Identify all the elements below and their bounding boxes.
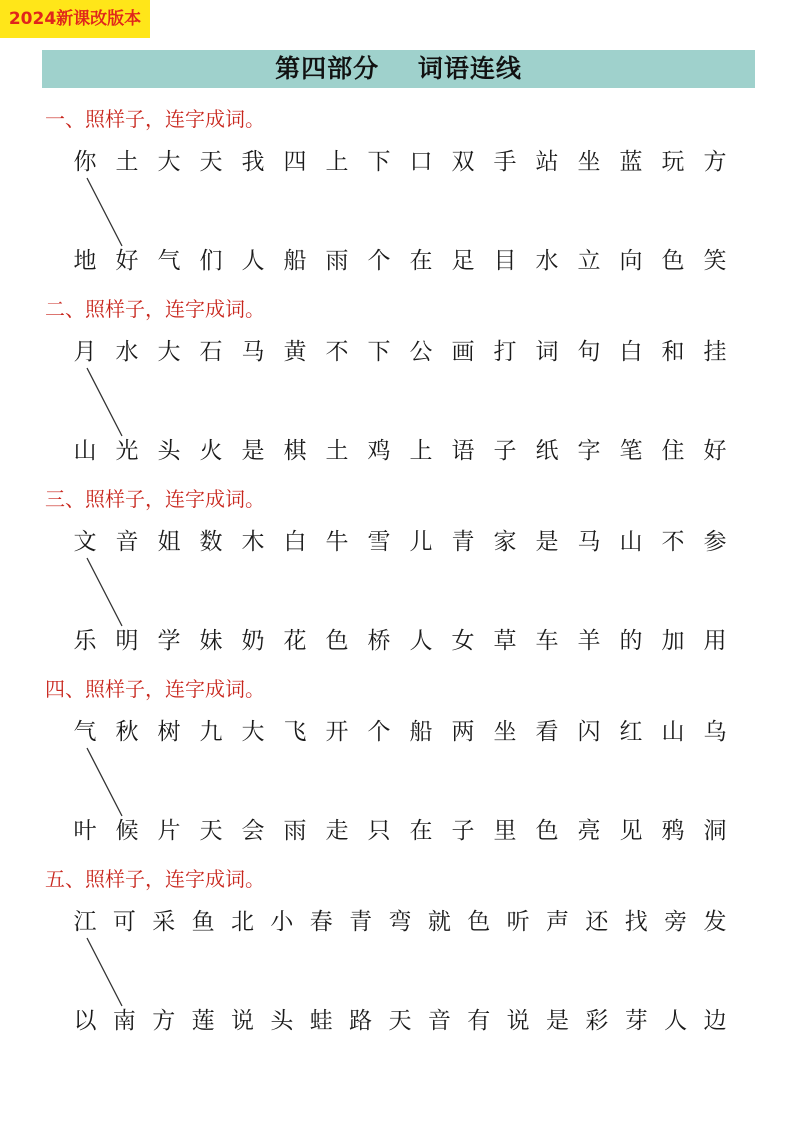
character[interactable]: 雨	[283, 818, 307, 844]
character[interactable]: 音	[427, 1008, 451, 1034]
character[interactable]: 九	[199, 719, 223, 745]
character[interactable]: 乌	[703, 719, 727, 745]
character[interactable]: 看	[535, 719, 559, 745]
character[interactable]: 画	[451, 339, 475, 365]
character-row-bottom	[70, 1006, 730, 1036]
character[interactable]: 头	[157, 438, 181, 464]
character-row-bottom	[70, 626, 730, 656]
character[interactable]: 人	[664, 1008, 688, 1034]
character[interactable]: 莲	[191, 1008, 215, 1034]
character[interactable]: 洞	[703, 818, 727, 844]
character[interactable]: 天	[199, 149, 223, 175]
character[interactable]: 色	[535, 818, 559, 844]
character[interactable]: 下	[367, 339, 391, 365]
character[interactable]: 双	[451, 149, 475, 175]
character[interactable]: 北	[231, 909, 254, 935]
character[interactable]: 音	[115, 529, 139, 555]
character[interactable]: 好	[703, 438, 727, 464]
character[interactable]: 词	[535, 339, 559, 365]
character[interactable]: 奶	[241, 628, 265, 654]
character[interactable]: 蓝	[619, 149, 643, 175]
character[interactable]: 水	[535, 248, 559, 274]
character[interactable]: 足	[451, 248, 475, 274]
character[interactable]: 立	[577, 248, 601, 274]
section-title: 五、照样子，连字成词。	[45, 867, 265, 891]
character[interactable]: 青	[349, 909, 373, 935]
character-row-top	[70, 147, 730, 177]
character[interactable]: 下	[367, 149, 391, 175]
character[interactable]: 人	[409, 628, 433, 654]
character[interactable]: 四	[283, 149, 307, 175]
character[interactable]: 只	[367, 818, 391, 844]
character[interactable]: 两	[451, 719, 475, 745]
character[interactable]: 家	[493, 529, 517, 555]
character[interactable]: 在	[409, 818, 433, 844]
character[interactable]: 气	[157, 248, 181, 274]
character[interactable]: 口	[409, 149, 433, 175]
character[interactable]: 色	[467, 909, 491, 935]
character[interactable]: 牛	[325, 529, 349, 555]
character[interactable]: 玩	[661, 149, 685, 175]
character[interactable]: 我	[241, 149, 265, 175]
character[interactable]: 蛙	[309, 1008, 333, 1034]
character[interactable]: 路	[349, 1008, 373, 1034]
character[interactable]: 山	[73, 438, 97, 464]
character[interactable]: 色	[325, 628, 349, 654]
character[interactable]: 土	[325, 438, 349, 464]
character[interactable]: 发	[703, 909, 727, 935]
character[interactable]: 走	[325, 818, 349, 844]
character[interactable]: 旁	[664, 909, 688, 935]
character[interactable]: 文	[73, 529, 97, 555]
character[interactable]: 山	[619, 529, 643, 555]
character[interactable]: 方	[703, 149, 727, 175]
character[interactable]: 火	[199, 438, 223, 464]
character[interactable]: 用	[703, 628, 727, 654]
character[interactable]: 站	[535, 149, 559, 175]
character[interactable]: 乐	[73, 628, 97, 654]
character[interactable]: 好	[115, 248, 139, 274]
character[interactable]: 闪	[577, 719, 601, 745]
character[interactable]: 里	[493, 818, 517, 844]
character[interactable]: 字	[577, 438, 601, 464]
character[interactable]: 雨	[325, 248, 349, 274]
character[interactable]: 天	[388, 1008, 412, 1034]
character[interactable]: 光	[115, 438, 139, 464]
character[interactable]: 笑	[703, 248, 727, 274]
character[interactable]: 声	[546, 909, 569, 935]
character[interactable]: 是	[535, 529, 559, 555]
character-row-top	[70, 907, 730, 937]
character[interactable]: 说	[231, 1008, 254, 1034]
character[interactable]: 和	[661, 339, 685, 365]
example-line	[87, 558, 122, 626]
character[interactable]: 白	[283, 529, 307, 555]
character[interactable]: 不	[325, 339, 349, 365]
character[interactable]: 鱼	[191, 909, 215, 935]
character[interactable]: 方	[152, 1008, 176, 1034]
character[interactable]: 住	[661, 438, 685, 464]
character-row-bottom	[70, 816, 730, 846]
character[interactable]: 会	[241, 818, 265, 844]
character[interactable]: 片	[157, 818, 181, 844]
character[interactable]: 见	[619, 818, 643, 844]
character[interactable]: 桥	[367, 628, 391, 654]
character[interactable]: 月	[73, 339, 97, 365]
character[interactable]: 笔	[619, 438, 643, 464]
character[interactable]: 草	[493, 628, 517, 654]
character[interactable]: 春	[309, 909, 333, 935]
character[interactable]: 大	[241, 719, 265, 745]
character[interactable]: 地	[73, 248, 97, 274]
character[interactable]: 气	[73, 719, 97, 745]
character[interactable]: 山	[661, 719, 685, 745]
character[interactable]: 个	[367, 719, 391, 745]
character[interactable]: 弯	[388, 909, 412, 935]
section-title: 二、照样子，连字成词。	[45, 297, 265, 321]
edition-badge: 2024新课改版本	[0, 0, 150, 38]
character[interactable]: 树	[157, 719, 181, 745]
character[interactable]: 候	[115, 818, 139, 844]
character[interactable]: 南	[112, 1008, 136, 1034]
character[interactable]: 听	[506, 909, 530, 935]
character-row-bottom	[70, 436, 730, 466]
character[interactable]: 大	[157, 149, 181, 175]
character[interactable]: 目	[493, 248, 517, 274]
character[interactable]: 天	[199, 818, 223, 844]
character[interactable]: 们	[199, 248, 223, 274]
character[interactable]: 打	[493, 339, 517, 365]
character[interactable]: 可	[112, 909, 136, 935]
character[interactable]: 语	[451, 438, 475, 464]
character[interactable]: 黄	[283, 339, 307, 365]
character[interactable]: 头	[270, 1008, 294, 1034]
character-row-top	[70, 717, 730, 747]
character[interactable]: 坐	[493, 719, 517, 745]
character[interactable]: 色	[661, 248, 685, 274]
character[interactable]: 还	[585, 909, 609, 935]
character[interactable]: 上	[409, 438, 433, 464]
character[interactable]: 石	[199, 339, 223, 365]
character[interactable]: 儿	[409, 529, 433, 555]
example-line	[87, 938, 122, 1006]
exercise-section	[0, 674, 800, 859]
character[interactable]: 不	[661, 529, 685, 555]
character[interactable]: 找	[624, 909, 648, 935]
character[interactable]: 有	[467, 1008, 491, 1034]
character[interactable]: 江	[73, 909, 97, 935]
character[interactable]: 参	[703, 529, 727, 555]
character[interactable]: 加	[661, 628, 685, 654]
character[interactable]: 向	[619, 248, 643, 274]
character[interactable]: 女	[451, 628, 475, 654]
character[interactable]: 亮	[577, 818, 601, 844]
character[interactable]: 你	[73, 149, 97, 175]
page-title: 第四部分 词语连线	[42, 50, 755, 88]
character[interactable]: 坐	[577, 149, 601, 175]
character[interactable]: 以	[73, 1008, 97, 1034]
character[interactable]: 个	[367, 248, 391, 274]
section-title: 三、照样子，连字成词。	[45, 487, 265, 511]
example-line	[87, 748, 122, 816]
character[interactable]: 马	[241, 339, 265, 365]
exercise-section	[0, 104, 800, 289]
character[interactable]: 木	[241, 529, 265, 555]
section-title: 一、照样子，连字成词。	[45, 107, 265, 131]
character[interactable]: 就	[427, 909, 451, 935]
exercise-section	[0, 484, 800, 669]
character[interactable]: 手	[493, 149, 517, 175]
character-row-top	[70, 337, 730, 367]
character[interactable]: 子	[493, 438, 517, 464]
character[interactable]: 小	[270, 909, 294, 935]
example-line	[87, 178, 122, 246]
character[interactable]: 水	[115, 339, 139, 365]
character[interactable]: 叶	[73, 818, 97, 844]
character[interactable]: 纸	[535, 438, 559, 464]
character-row-top	[70, 527, 730, 557]
character[interactable]: 白	[619, 339, 643, 365]
character[interactable]: 上	[325, 149, 349, 175]
character[interactable]: 采	[152, 909, 176, 935]
character[interactable]: 姐	[157, 529, 181, 555]
character[interactable]: 红	[619, 719, 643, 745]
character[interactable]: 大	[157, 339, 181, 365]
character[interactable]: 是	[546, 1008, 569, 1034]
character[interactable]: 说	[506, 1008, 530, 1034]
character[interactable]: 是	[241, 438, 265, 464]
character[interactable]: 鸦	[661, 818, 685, 844]
character[interactable]: 边	[703, 1008, 727, 1034]
character[interactable]: 的	[619, 628, 643, 654]
character[interactable]: 数	[199, 529, 223, 555]
exercise-section	[0, 294, 800, 479]
character[interactable]: 花	[283, 628, 307, 654]
exercise-section	[0, 864, 800, 1049]
section-title: 四、照样子，连字成词。	[45, 677, 265, 701]
character[interactable]: 彩	[585, 1008, 609, 1034]
character[interactable]: 飞	[283, 719, 307, 745]
character[interactable]: 车	[535, 628, 559, 654]
character-row-bottom	[70, 246, 730, 276]
character[interactable]: 学	[157, 628, 181, 654]
character[interactable]: 在	[409, 248, 433, 274]
character[interactable]: 句	[577, 339, 601, 365]
character[interactable]: 开	[325, 719, 349, 745]
character[interactable]: 人	[241, 248, 265, 274]
example-line	[87, 368, 122, 436]
character[interactable]: 船	[409, 719, 433, 745]
character[interactable]: 棋	[283, 438, 307, 464]
character[interactable]: 子	[451, 818, 475, 844]
character[interactable]: 土	[115, 149, 139, 175]
character[interactable]: 鸡	[367, 438, 391, 464]
character[interactable]: 秋	[115, 719, 139, 745]
character[interactable]: 船	[283, 248, 307, 274]
character[interactable]: 挂	[703, 339, 727, 365]
character[interactable]: 雪	[367, 529, 391, 555]
character[interactable]: 马	[577, 529, 601, 555]
character[interactable]: 芽	[624, 1008, 648, 1034]
character[interactable]: 青	[451, 529, 475, 555]
character[interactable]: 妹	[199, 628, 223, 654]
character[interactable]: 明	[115, 628, 139, 654]
character[interactable]: 羊	[577, 628, 601, 654]
character[interactable]: 公	[409, 339, 433, 365]
